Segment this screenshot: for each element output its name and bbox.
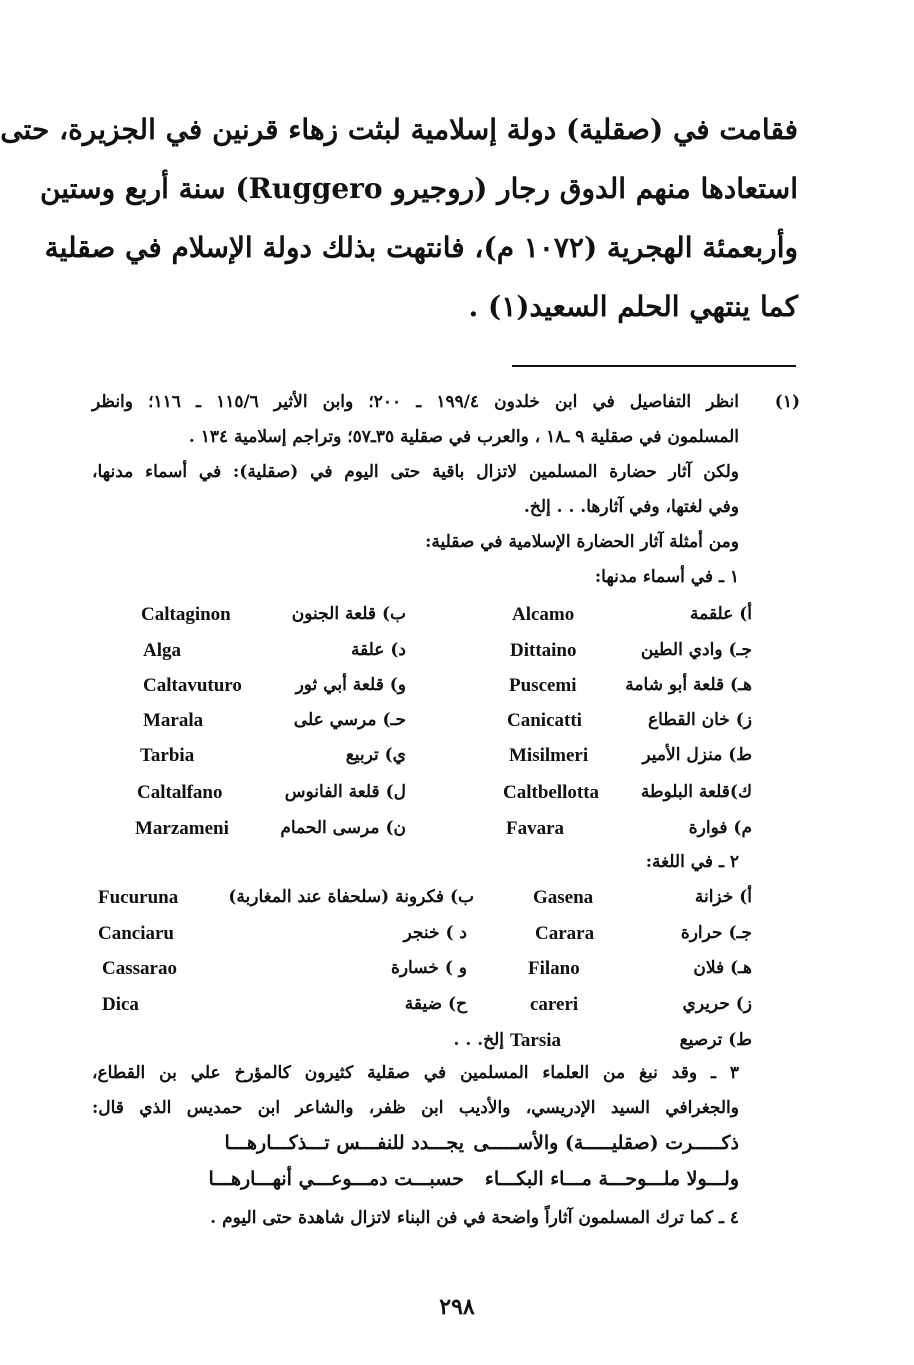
table-cell: ط) ترصيع <box>679 1030 752 1050</box>
table-cell: Caltavuturo <box>143 675 242 696</box>
table-cell: ب) فكرونة (سلحفاة عند المغاربة) <box>228 887 474 907</box>
table-cell: أ) علقمة <box>690 604 752 624</box>
table-cell: Alga <box>143 640 181 661</box>
table-cell: ن) مرسى الحمام <box>280 818 406 838</box>
table-cell: ي) تربيع <box>345 745 406 765</box>
table-cell: حـ) مرسي على <box>293 710 406 730</box>
table-cell: ز) حريري <box>682 994 752 1014</box>
table-cell: هـ) قلعة أبو شامة <box>625 675 752 695</box>
table-cell: هـ) فلان <box>693 958 752 978</box>
table-cell: Canicatti <box>507 710 582 731</box>
table-cell: Misilmeri <box>509 745 589 766</box>
table-cell: ل) قلعة الفانوس <box>284 782 406 802</box>
table-cell: Filano <box>528 958 580 979</box>
footnote-line: ٤ ـ كما ترك المسلمون آثاراً واضحة في فن البناء لاتزال شاهدة حتى اليوم . <box>210 1208 739 1228</box>
footnote-line: والجغرافي السيد الإدريسي، والأديب ابن ظفر، والشاعر ابن حمديس الذي قال: <box>92 1098 739 1118</box>
table-cell: Dica <box>102 994 139 1015</box>
table-cell: Caltalfano <box>137 782 223 803</box>
table-cell: و) قلعة أبي ثور <box>295 675 406 695</box>
table-cell: ب) قلعة الجنون <box>291 604 406 624</box>
table-cell: ز) خان القطاع <box>647 710 752 730</box>
footnote-line: ومن أمثلة آثار الحضارة الإسلامية في صقلية: <box>425 532 739 552</box>
table-cell: Marala <box>143 710 204 731</box>
table-cell: Canciaru <box>98 923 174 944</box>
footnote-line: انظر التفاصيل في ابن خلدون ١٩٩/٤ ـ ٢٠٠؛ وابن الأثير ١١٥/٦ ـ ١١٦؛ وانظر <box>92 392 739 412</box>
table-cell: Tarbia <box>140 745 195 766</box>
table-cell: Favara <box>506 818 565 839</box>
page-number: ٢٩٨ <box>439 1294 475 1320</box>
table-cell: Cassarao <box>102 958 177 979</box>
table-cell: ح) ضيقة <box>404 994 467 1014</box>
table-cell: د) علقة <box>350 640 406 660</box>
table-cell: ط) منزل الأمير <box>642 745 752 765</box>
footnote-line: ١ ـ في أسماء مدنها: <box>594 567 739 587</box>
main-line: وأربعمئة الهجرية (١٠٧٢ م)، فانتهت بذلك دولة الإسلام في صقلية <box>44 231 798 264</box>
table-cell: Alcamo <box>512 604 575 625</box>
footnote-number: (١) <box>774 392 800 412</box>
footnote-line: المسلمون في صقلية ٩ ـ١٨ ، والعرب في صقلية ٣٥ـ٥٧؛ وتراجم إسلامية ١٣٤ . <box>188 427 739 447</box>
table-cell: careri <box>530 994 579 1015</box>
table-cell: جـ) وادي الطين <box>640 640 752 660</box>
table-cell: Dittaino <box>510 640 577 661</box>
table-cell: و ) خسارة <box>390 958 467 978</box>
footnote-separator <box>512 365 796 367</box>
table-cell: م) فوارة <box>688 818 752 838</box>
table-cell: جـ) حرارة <box>680 923 752 943</box>
footnote-line: وفي لغتها، وفي آثارها. . . إلخ. <box>523 497 739 517</box>
table-cell: Gasena <box>533 887 594 908</box>
verse-hemistich: ذكـــــرت (صقليـــــة) والأســـــى <box>473 1132 739 1154</box>
table-cell: Carara <box>535 923 595 944</box>
verse-hemistich: يجـــدد للنفـــس تـــذكـــارهـــا <box>224 1132 464 1154</box>
table-cell: Caltbellotta <box>503 782 600 803</box>
section-heading: ٢ ـ في اللغة: <box>645 852 739 872</box>
table-cell: Tarsia <box>510 1030 562 1051</box>
table-cell: إلخ. . . <box>453 1030 504 1050</box>
verse-hemistich: حسبـــت دمـــوعـــي أنهـــارهـــا <box>208 1168 464 1190</box>
verse-hemistich: ولـــولا ملـــوحـــة مـــاء البكـــاء <box>484 1168 739 1190</box>
main-line: فقامت في (صقلية) دولة إسلامية لبثت زهاء قرنين في الجزيرة، حتى <box>0 113 798 146</box>
table-cell: Puscemi <box>509 675 577 696</box>
table-cell: Fucuruna <box>98 887 179 908</box>
table-cell: Marzameni <box>135 818 229 839</box>
main-paragraph <box>0 100 798 336</box>
table-cell: أ) خزانة <box>694 887 752 907</box>
main-line: كما ينتهي الحلم السعيد(١) . <box>468 290 798 323</box>
footnote-line: ولكن آثار حضارة المسلمين لاتزال باقية حتى اليوم في (صقلية): في أسماء مدنها، <box>92 462 739 482</box>
footnote-line: ٣ ـ وقد نبغ من العلماء المسلمين في صقلية كثيرون كالمؤرخ علي بن القطاع، <box>92 1063 739 1083</box>
table-cell: ك)قلعة البلوطة <box>640 782 752 802</box>
table-cell: د ) خنجر <box>403 923 467 943</box>
table-cell: Caltaginon <box>141 604 231 625</box>
main-line: استعادها منهم الدوق رجار (روجيرو Ruggero) سنة أربع وستين <box>39 172 798 205</box>
